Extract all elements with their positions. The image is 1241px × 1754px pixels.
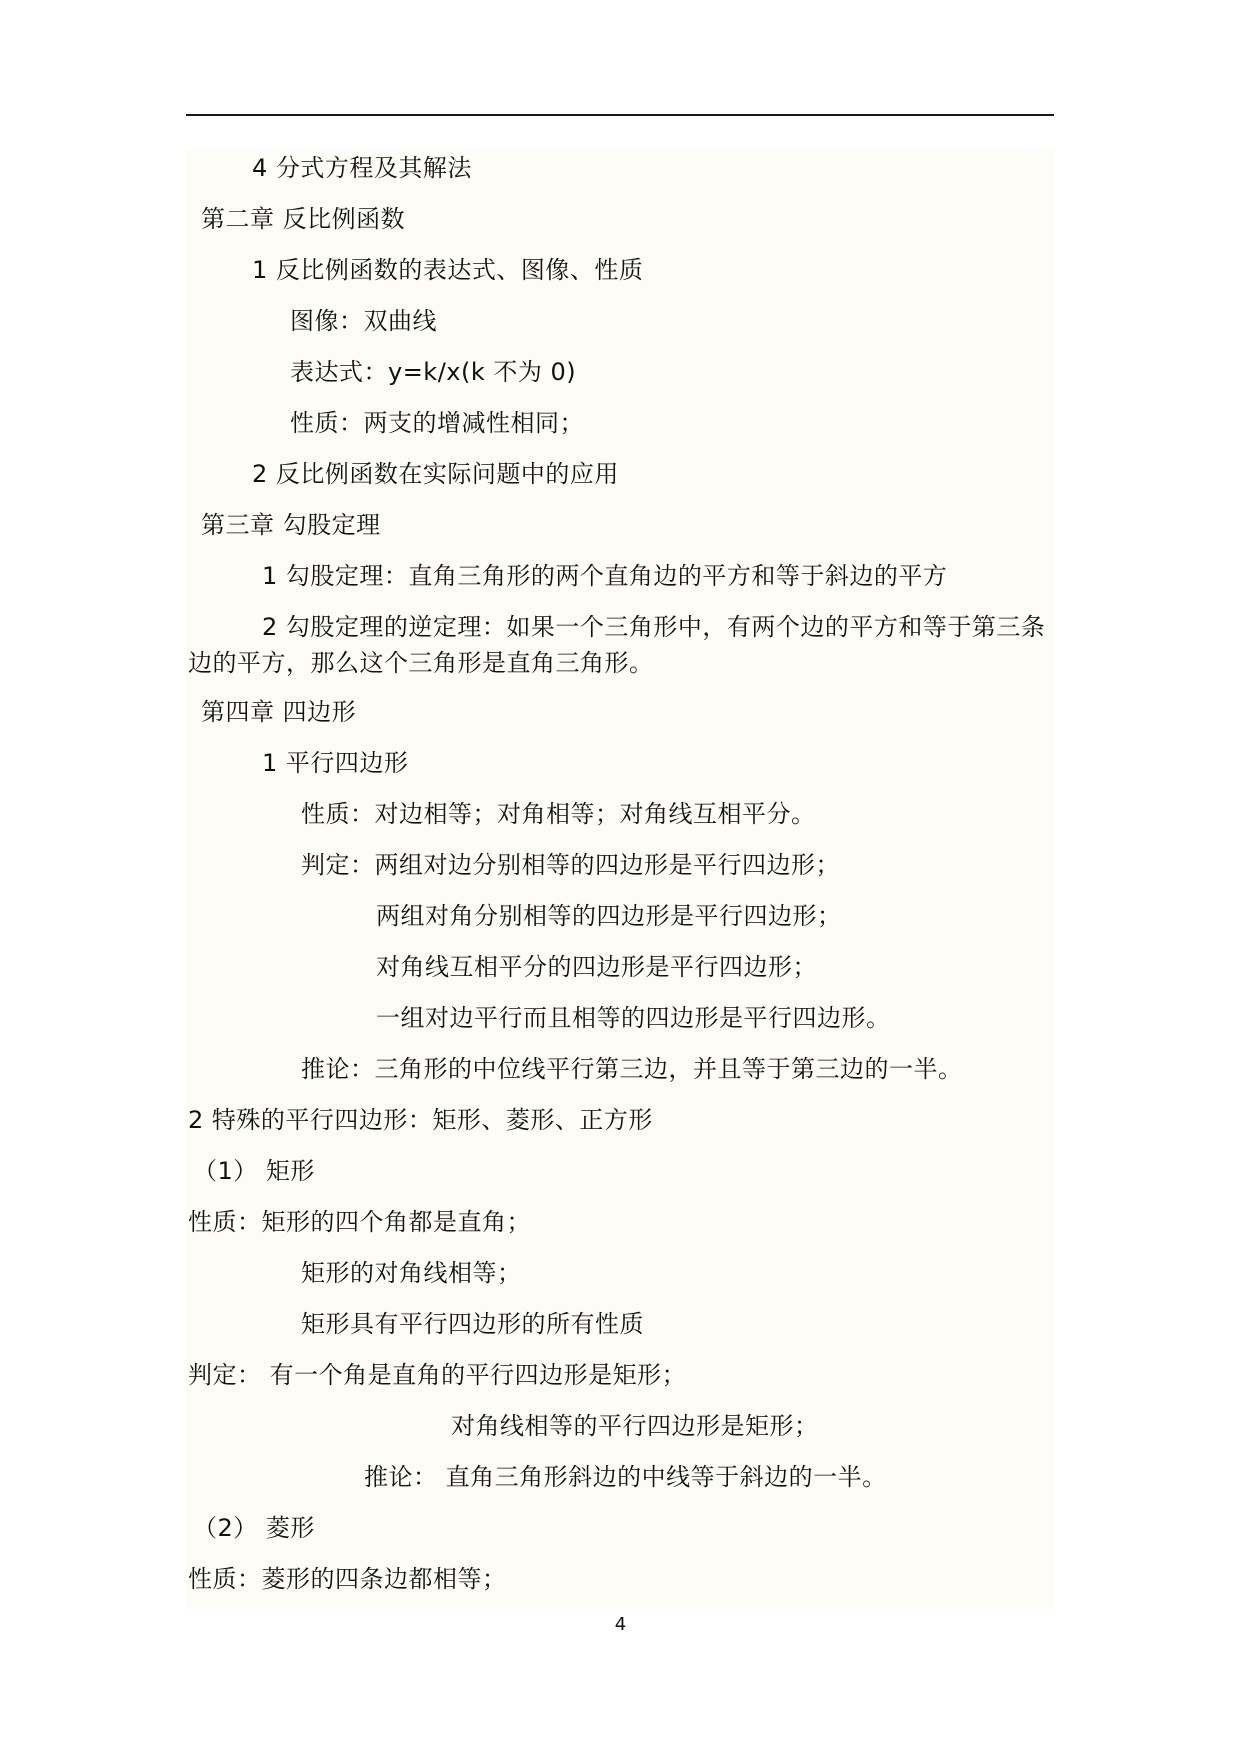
subsection-heading: （2） 菱形 [193, 1514, 315, 1542]
text-line: 推论： 直角三角形斜边的中线等于斜边的一半。 [364, 1463, 887, 1491]
chapter-heading: 第四章 四边形 [201, 698, 357, 726]
text-line: 性质：对边相等；对角相等；对角线互相平分。 [301, 800, 816, 828]
text-line: 对角线相等的平行四边形是矩形； [451, 1412, 819, 1440]
chapter-heading: 第三章 勾股定理 [201, 511, 381, 539]
text-line: 边的平方，那么这个三角形是直角三角形。 [188, 649, 654, 677]
text-line: 判定：两组对边分别相等的四边形是平行四边形； [301, 851, 840, 879]
chapter-heading: 第二章 反比例函数 [201, 205, 406, 233]
text-line: 性质：矩形的四个角都是直角； [188, 1208, 531, 1236]
text-line: 推论：三角形的中位线平行第三边，并且等于第三边的一半。 [301, 1055, 963, 1083]
text-line: 表达式：y=k/x(k 不为 0) [290, 358, 577, 386]
page-number: 4 [614, 1614, 627, 1635]
section-heading: 2 反比例函数在实际问题中的应用 [252, 460, 619, 488]
section-heading: 2 特殊的平行四边形：矩形、菱形、正方形 [188, 1106, 653, 1134]
text-line: 一组对边平行而且相等的四边形是平行四边形。 [376, 1004, 891, 1032]
text-line: 性质：菱形的四条边都相等； [188, 1565, 507, 1593]
text-line: 矩形具有平行四边形的所有性质 [301, 1310, 644, 1338]
text-line: 两组对角分别相等的四边形是平行四边形； [376, 902, 842, 930]
text-line: 对角线互相平分的四边形是平行四边形； [376, 953, 817, 981]
text-line: 2 勾股定理的逆定理：如果一个三角形中，有两个边的平方和等于第三条 [262, 613, 1046, 641]
section-heading: 1 反比例函数的表达式、图像、性质 [252, 256, 644, 284]
header-rule [186, 114, 1054, 116]
subsection-heading: （1） 矩形 [193, 1157, 315, 1185]
text-line: 4 分式方程及其解法 [252, 154, 472, 182]
text-line: 1 勾股定理：直角三角形的两个直角边的平方和等于斜边的平方 [262, 562, 948, 590]
text-line: 矩形的对角线相等； [301, 1259, 522, 1287]
text-line: 判定： 有一个角是直角的平行四边形是矩形； [188, 1361, 687, 1389]
section-heading: 1 平行四边形 [262, 749, 409, 777]
text-line: 性质：两支的增减性相同； [290, 409, 584, 437]
text-line: 图像：双曲线 [290, 307, 437, 335]
